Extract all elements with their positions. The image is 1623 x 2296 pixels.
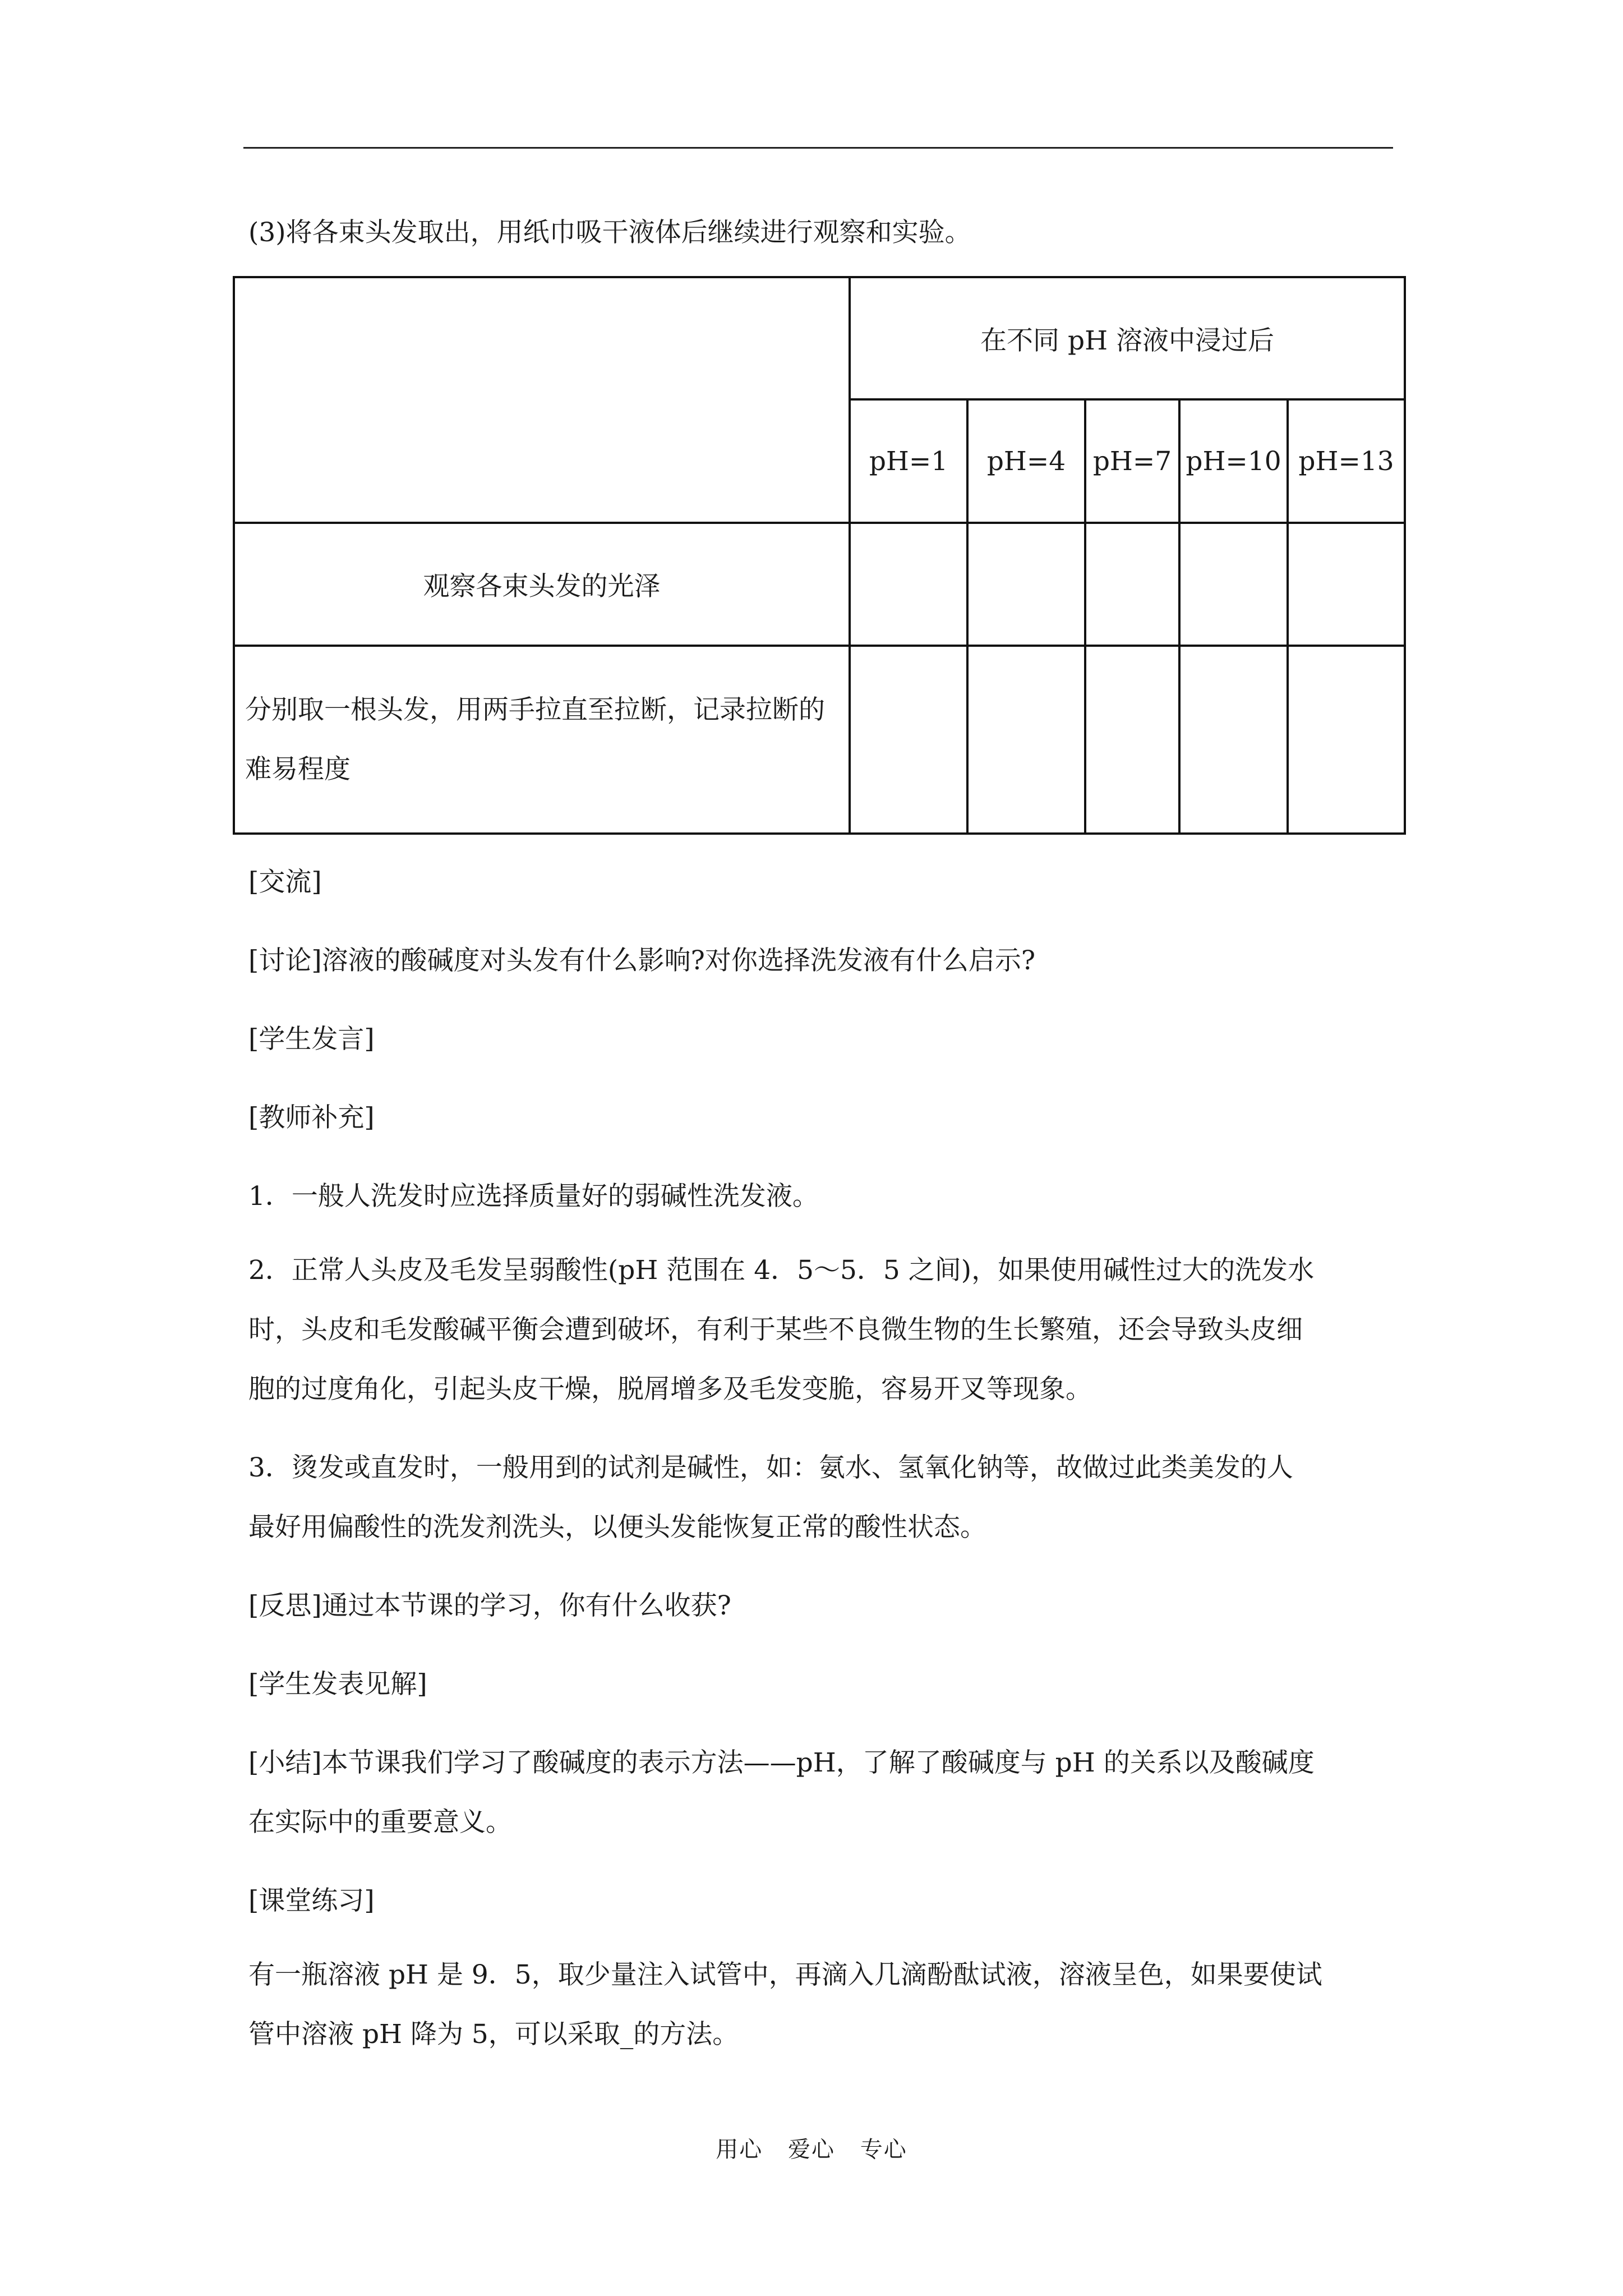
practice-heading: [课堂练习] <box>248 1885 375 1916</box>
ph-column-header: pH=4 <box>967 399 1085 523</box>
table-corner-cell <box>234 277 850 523</box>
table-header-group: 在不同 pH 溶液中浸过后 <box>850 277 1405 399</box>
observation-table <box>233 276 1406 835</box>
row-label-luster: 观察各束头发的光泽 <box>234 523 850 646</box>
supplement-point-1: 1．一般人洗发时应选择质量好的弱碱性洗发液。 <box>248 1181 819 1212</box>
table-cell <box>850 523 967 646</box>
summary-line-1: [小结]本节课我们学习了酸碱度的表示方法——pH，了解了酸碱度与 pH 的关系以及酸碱度 <box>248 1747 1315 1778</box>
ph-column-header: pH=1 <box>850 399 967 523</box>
ph-column-header: pH=13 <box>1288 399 1405 523</box>
exchange-heading: [交流] <box>248 867 322 898</box>
ph-column-header: pH=10 <box>1179 399 1288 523</box>
intro-paragraph: (3)将各束头发取出，用纸巾吸干液体后继续进行观察和实验。 <box>248 217 971 248</box>
practice-question-line-1: 有一瓶溶液 pH 是 9．5，取少量注入试管中，再滴入几滴酚酞试液，溶液呈色，如果要使试 <box>248 1959 1322 1990</box>
page-footer: 用心 爱心 专心 <box>716 2137 907 2162</box>
row-label-break-test: 分别取一根头发，用两手拉直至拉断，记录拉断的难易程度 <box>234 646 850 834</box>
ph-column-header: pH=7 <box>1085 399 1179 523</box>
student-speech-heading: [学生发言] <box>248 1024 375 1055</box>
practice-question-line-2: 管中溶液 pH 降为 5，可以采取_的方法。 <box>248 2019 739 2050</box>
table-cell <box>1085 646 1179 834</box>
student-views-heading: [学生发表见解] <box>248 1669 427 1700</box>
summary-line-2: 在实际中的重要意义。 <box>248 1807 512 1838</box>
table-cell <box>1179 523 1288 646</box>
table-cell <box>1288 523 1405 646</box>
table-cell <box>1179 646 1288 834</box>
table-cell <box>850 646 967 834</box>
discussion-line: [讨论]溶液的酸碱度对头发有什么影响?对你选择洗发液有什么启示? <box>248 945 1036 976</box>
teacher-supplement-heading: [教师补充] <box>248 1102 375 1133</box>
supplement-point-2-line-1: 2．正常人头皮及毛发呈弱酸性(pH 范围在 4．5～5．5 之间)，如果使用碱性过大的洗发水 <box>248 1255 1315 1286</box>
table-cell <box>1085 523 1179 646</box>
supplement-point-3-line-1: 3．烫发或直发时，一般用到的试剂是碱性，如：氨水、氢氧化钠等，故做过此类美发的人 <box>248 1452 1293 1483</box>
table-cell <box>1288 646 1405 834</box>
table-cell <box>967 523 1085 646</box>
supplement-point-2-line-2: 时，头皮和毛发酸碱平衡会遭到破坏，有利于某些不良微生物的生长繁殖，还会导致头皮细 <box>248 1314 1303 1345</box>
header-rule <box>243 147 1393 149</box>
table-cell <box>967 646 1085 834</box>
supplement-point-3-line-2: 最好用偏酸性的洗发剂洗头，以便头发能恢复正常的酸性状态。 <box>248 1512 986 1543</box>
reflection-line: [反思]通过本节课的学习，你有什么收获? <box>248 1590 731 1621</box>
supplement-point-2-line-3: 胞的过度角化，引起头皮干燥，脱屑增多及毛发变脆，容易开叉等现象。 <box>248 1374 1092 1405</box>
